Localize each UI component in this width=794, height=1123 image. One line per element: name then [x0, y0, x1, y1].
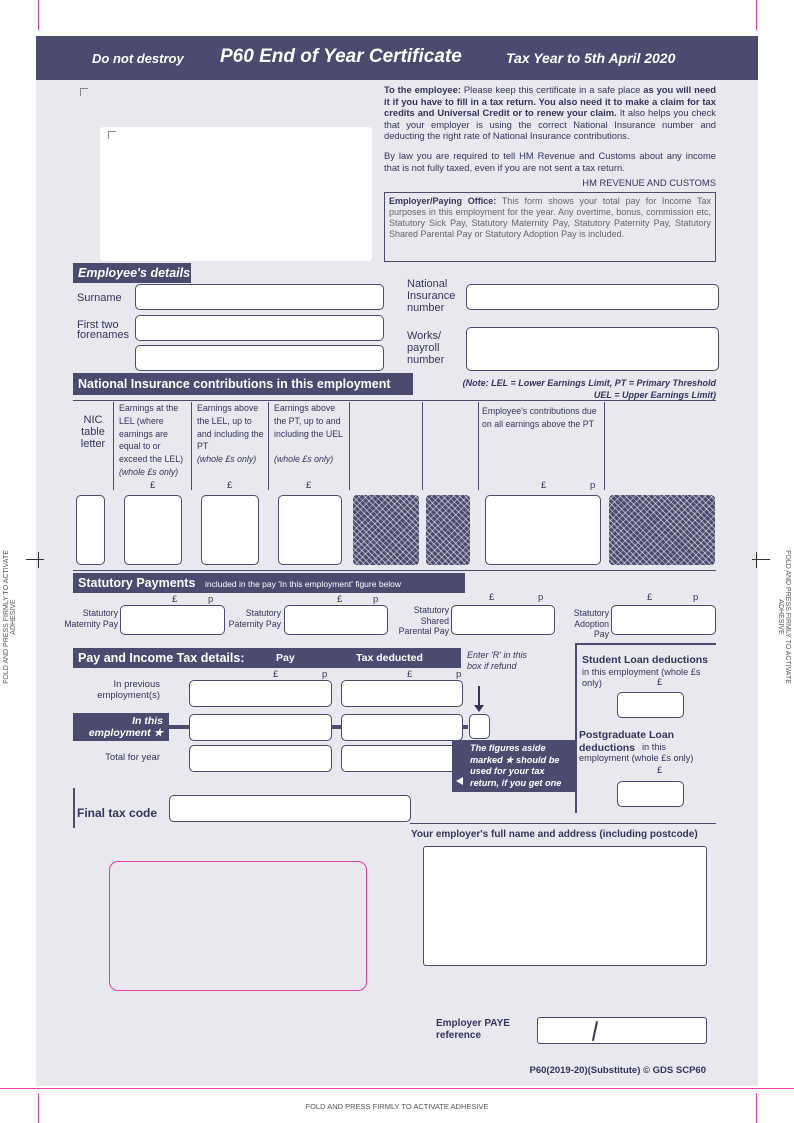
security-pattern — [609, 495, 715, 565]
maternity-pay-field[interactable] — [120, 605, 225, 635]
contrib-pound-sign: £ — [541, 480, 547, 491]
previous-pay-field[interactable] — [189, 680, 332, 707]
employee-notice-lead: To the employee: — [384, 84, 461, 95]
contrib-header: Employee's contributions due on all earnings above the PT — [482, 406, 597, 429]
lel-whole-pounds: (whole £s only) — [119, 466, 179, 477]
refund-arrow-head — [474, 705, 484, 712]
tax-return-note — [452, 740, 576, 792]
column-separator — [268, 402, 269, 490]
uel-header-text: Earnings above the PT, up to and including the UEL — [274, 403, 343, 439]
uel-header — [274, 402, 346, 466]
postgraduate-loan-title: Postgraduate Loan deductions — [579, 729, 675, 754]
forenames-label: First two forenames — [77, 319, 129, 341]
fold-instruction-left: FOLD AND PRESS FIRMLY TO ACTIVATE ADHESIVE — [3, 550, 17, 684]
adoption-pound: £ — [647, 592, 653, 603]
refund-arrow — [478, 686, 480, 706]
paternity-label: Statutory Paternity Pay — [228, 608, 281, 629]
shared-pence: p — [538, 592, 544, 603]
address-window-corner — [80, 88, 88, 96]
total-for-year-label: Total for year — [105, 752, 160, 763]
shared-parental-pay-field[interactable] — [451, 605, 555, 635]
student-loan-sub: in this employment (whole £s only) — [582, 667, 701, 688]
ni-number-label: National Insurance number — [407, 278, 456, 314]
hmrc-label: HM REVENUE AND CUSTOMS — [582, 177, 716, 188]
student-loan-title: Student Loan deductions — [582, 654, 708, 666]
maternity-label: Statutory Maternity Pay — [64, 608, 118, 629]
employer-notice-text: This form shows your total pay for Income Tax purposes in this employment for the year. Any overtime, bonus, commission etc, Statutory Sick Pay, Statutory Maternity Pay, Statutory Paternity Pay, Statutory Shared Parental Pay or Statutory Adoption Pay is included. — [389, 196, 711, 239]
student-loan-pound: £ — [657, 677, 663, 688]
pt-whole-pounds: (whole £s only) — [197, 454, 257, 465]
employer-notice — [384, 192, 716, 262]
do-not-destroy-label: Do not destroy — [92, 51, 184, 66]
nic-divider — [73, 400, 716, 401]
surname-field[interactable] — [135, 284, 384, 310]
previous-tax-field[interactable] — [341, 680, 463, 707]
crop-mark — [0, 1088, 794, 1089]
pt-earnings-field[interactable] — [201, 495, 259, 565]
forename-field-2[interactable] — [135, 345, 384, 371]
tax-year-label: Tax Year to 5th April 2020 — [506, 50, 676, 66]
this-employment-text: In this employment ★ — [88, 715, 163, 739]
total-pay-field[interactable] — [189, 745, 332, 772]
nic-note-1: (Note: LEL = Lower Earnings Limit, PT = Primary Threshold — [462, 378, 716, 388]
surname-label: Surname — [77, 292, 122, 304]
statutory-heading: Statutory Payments — [78, 576, 196, 590]
paye-reference-label: Employer PAYE reference — [436, 1018, 510, 1041]
header-banner — [36, 36, 758, 80]
nic-letter-field[interactable] — [76, 495, 105, 565]
shared-label: Statutory Shared Parental Pay — [398, 605, 449, 636]
maternity-pence: p — [208, 594, 214, 605]
paternity-pence: p — [373, 594, 379, 605]
lel-header — [119, 402, 189, 479]
column-separator — [349, 402, 350, 490]
uel-pound-sign: £ — [306, 480, 312, 491]
employer-address-divider — [410, 823, 716, 824]
registration-mark — [26, 559, 44, 560]
nic-letter-header: NIC table letter — [80, 414, 106, 450]
works-number-label: Works/ payroll number — [407, 330, 445, 366]
employer-address-field[interactable] — [423, 846, 707, 966]
adoption-pay-field[interactable] — [611, 605, 716, 635]
pt-header-text: Earnings above the LEL, up to and including the PT — [197, 403, 264, 452]
postgraduate-loan-sub: in this employment (whole £s only) — [579, 742, 694, 763]
law-notice: By law you are required to tell HM Revenue and Customs about any income that is not fully taxed, even if you are not sent a tax return. — [384, 150, 716, 173]
previous-employment-label: In previous employment(s) — [97, 679, 160, 701]
column-separator — [191, 402, 192, 490]
pay-column-header: Pay — [276, 652, 295, 664]
tax-return-note-text: The figures aside marked ★ should be used for your tax return, if you get one — [470, 743, 562, 788]
employer-address-label: Your employer's full name and address (including postcode) — [411, 829, 698, 840]
refund-indicator-box[interactable] — [469, 714, 490, 739]
column-separator — [113, 402, 114, 490]
form-reference: P60(2019-20)(Substitute) © GDS SCP60 — [529, 1065, 706, 1076]
statutory-heading-bar — [73, 573, 465, 593]
employee-details-heading: Employee's details — [73, 263, 191, 283]
employee-contributions-field[interactable] — [485, 495, 601, 565]
tax-pence: p — [456, 669, 462, 680]
employee-notice-text-2: It also helps you check that your employer is using the correct National Insurance number and deducting the right rate of National Insurance contributions. — [384, 107, 716, 141]
fold-instruction-right: FOLD AND PRESS FIRMLY TO ACTIVATE ADHESIVE — [777, 550, 791, 684]
contrib-pence-sign: p — [590, 480, 596, 491]
crop-mark — [756, 0, 757, 30]
pay-tax-heading: Pay and Income Tax details: — [78, 651, 245, 665]
this-pay-field[interactable] — [189, 714, 332, 741]
total-tax-field[interactable] — [341, 745, 463, 772]
lel-header-text: Earnings at the LEL (where earnings are equal to or exceed the LEL) — [119, 403, 184, 465]
nic-note-2: UEL = Upper Earnings Limit) — [593, 390, 716, 400]
uel-whole-pounds: (whole £s only) — [274, 454, 334, 465]
page-title: P60 End of Year Certificate — [220, 46, 462, 67]
registration-mark — [38, 552, 39, 568]
pay-tax-heading-bar — [73, 648, 461, 668]
address-window — [100, 127, 372, 261]
employee-notice-text: Please keep this certificate in a safe place — [463, 84, 641, 95]
final-tax-code-label: Final tax code — [77, 806, 158, 820]
paternity-pay-field[interactable] — [284, 605, 388, 635]
employee-notice-bold: as you will need it if you have to fill in a tax return. You also need it to make a claim for tax credits and Universal Credit or to renew your claim. — [384, 84, 717, 118]
security-pattern — [353, 495, 419, 565]
refund-note: Enter 'R' in this box if refund — [467, 650, 527, 671]
pt-header — [197, 402, 265, 466]
postgraduate-loan-pound: £ — [657, 765, 663, 776]
employee-notice — [384, 84, 716, 142]
column-separator — [422, 402, 423, 490]
crop-mark — [38, 0, 39, 30]
this-tax-field[interactable] — [341, 714, 463, 741]
employer-notice-lead: Employer/Paying Office: — [389, 196, 497, 206]
adoption-pence: p — [693, 592, 699, 603]
lel-earnings-field[interactable] — [124, 495, 182, 565]
left-arrow-icon — [456, 777, 463, 785]
ni-number-field[interactable] — [466, 284, 719, 310]
pay-pence: p — [322, 669, 328, 680]
registration-mark — [752, 559, 770, 560]
paternity-pound: £ — [337, 594, 343, 605]
postgraduate-loan-field[interactable] — [617, 781, 684, 807]
pt-pound-sign: £ — [227, 480, 233, 491]
uel-earnings-field[interactable] — [278, 495, 342, 565]
paye-reference-field[interactable] — [537, 1017, 707, 1044]
forename-field-1[interactable] — [135, 315, 384, 341]
this-employment-label — [73, 713, 169, 741]
return-address-window — [109, 861, 367, 991]
maternity-pound: £ — [172, 594, 178, 605]
address-window-corner — [108, 131, 116, 139]
lel-pound-sign: £ — [150, 480, 156, 491]
final-tax-code-field[interactable] — [169, 795, 411, 822]
final-tax-code-divider — [73, 788, 75, 828]
security-pattern — [426, 495, 470, 565]
nic-bottom-rule — [73, 570, 716, 571]
column-separator — [478, 402, 479, 490]
column-separator — [604, 402, 605, 490]
works-number-field[interactable] — [466, 327, 719, 371]
tax-pound: £ — [407, 669, 413, 680]
student-loan-field[interactable] — [617, 692, 684, 718]
pay-pound: £ — [273, 669, 279, 680]
tax-column-header: Tax deducted — [356, 652, 423, 664]
adoption-label: Statutory Adoption Pay — [573, 608, 609, 639]
paye-reference-separator — [592, 1021, 598, 1041]
statutory-subheading: included in the pay 'In this employment' figure below — [205, 579, 402, 589]
nic-heading: National Insurance contributions in this employment — [73, 373, 413, 395]
fold-instruction-bottom: FOLD AND PRESS FIRMLY TO ACTIVATE ADHESIVE — [305, 1102, 489, 1111]
registration-mark — [756, 552, 757, 568]
shared-pound: £ — [489, 592, 495, 603]
